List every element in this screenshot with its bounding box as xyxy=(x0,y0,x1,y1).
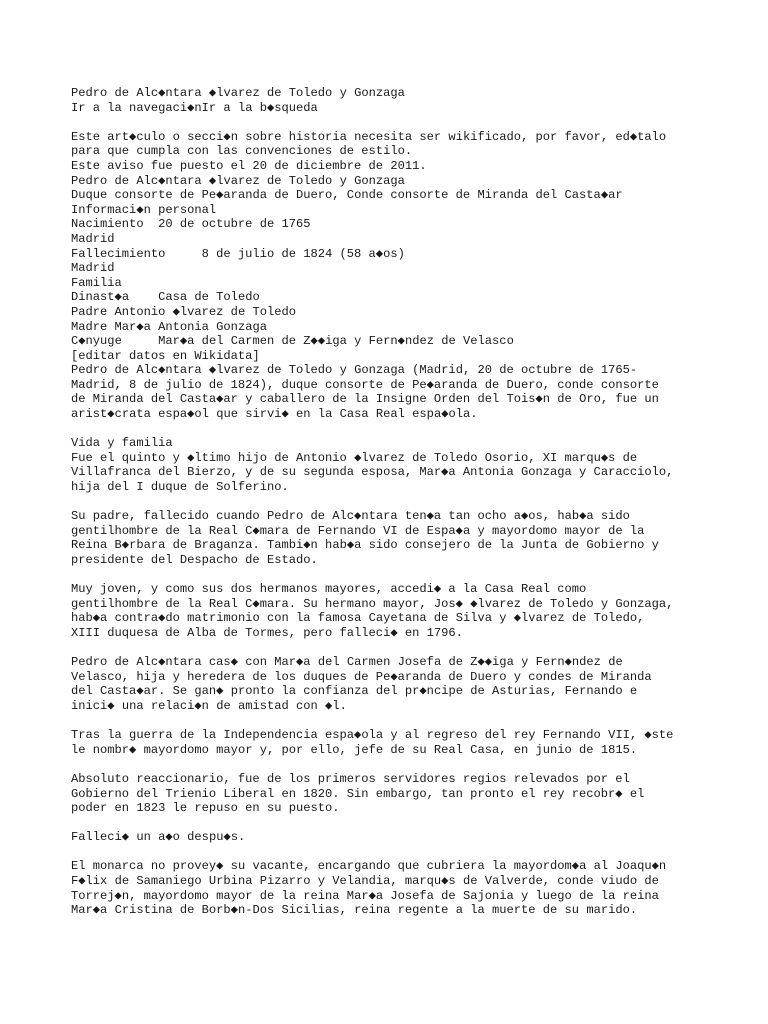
text-line: Familia xyxy=(71,275,122,290)
text-line: Dinast◆a Casa de Toledo xyxy=(71,290,260,305)
text-line: de Miranda del Casta◆ar y caballero de la Insigne Orden del Tois◆n de Oro, fue un xyxy=(71,392,659,407)
text-line: Madrid, 8 de julio de 1824), duque consorte de Pe◆aranda de Duero, conde consorte xyxy=(71,377,659,392)
blank-line xyxy=(71,714,761,729)
text-line: C◆nyuge Mar◆a del Carmen de Z◆◆iga y Fern◆ndez de Velasco xyxy=(71,334,514,349)
blank-line xyxy=(71,641,761,656)
blank-line xyxy=(71,816,761,831)
text-line: [editar datos en Wikidata] xyxy=(71,348,260,363)
text-line: poder en 1823 le repuso en su puesto. xyxy=(71,801,340,816)
text-line: F◆lix de Samaniego Urbina Pizarro y Velandia, marqu◆s de Valverde, conde viudo de xyxy=(71,874,659,889)
text-line: Velasco, hija y heredera de los duques de Pe◆aranda de Duero y condes de Miranda xyxy=(71,669,652,684)
text-line: Madrid xyxy=(71,231,115,246)
text-line: Reina B◆rbara de Braganza. Tambi◆n hab◆a sido consejero de la Junta de Gobierno y xyxy=(71,538,659,553)
blank-line xyxy=(71,568,761,583)
text-line: Vida y familia xyxy=(71,436,173,451)
document-text-body xyxy=(71,86,761,918)
text-line: Madrid xyxy=(71,261,115,276)
text-line: Pedro de Alc◆ntara ◆lvarez de Toledo y Gonzaga (Madrid, 20 de octubre de 1765- xyxy=(71,363,638,378)
text-line: Pedro de Alc◆ntara ◆lvarez de Toledo y Gonzaga xyxy=(71,173,405,188)
text-line: Pedro de Alc◆ntara ◆lvarez de Toledo y Gonzaga xyxy=(71,86,405,100)
text-line: Padre Antonio ◆lvarez de Toledo xyxy=(71,304,297,319)
text-line: Informaci◆n personal xyxy=(71,202,217,217)
text-line: Torrej◆n, mayordomo mayor de la reina Mar◆a Josefa de Sajonia y luego de la reina xyxy=(71,888,659,903)
text-line: Mar◆a Cristina de Borb◆n-Dos Sicilias, reina regente a la muerte de su marido. xyxy=(71,903,638,918)
text-line: Muy joven, y como sus dos hermanos mayores, accedi◆ a la Casa Real como xyxy=(71,582,587,597)
text-line: Su padre, fallecido cuando Pedro de Alc◆ntara ten◆a tan ocho a◆os, hab◆a sido xyxy=(71,509,630,524)
text-line: presidente del Despacho de Estado. xyxy=(71,553,318,567)
text-line: Este art◆culo o secci◆n sobre historia necesita ser wikificado, por favor, ed◆talo xyxy=(71,129,667,144)
text-line: Fue el quinto y ◆ltimo hijo de Antonio ◆lvarez de Toledo Osorio, XI marqu◆s de xyxy=(71,450,638,465)
text-line: Este aviso fue puesto el 20 de diciembre de 2011. xyxy=(71,158,427,173)
text-line: le nombr◆ mayordomo mayor y, por ello, jefe de su Real Casa, en junio de 1815. xyxy=(71,742,638,757)
text-line: Nacimiento 20 de octubre de 1765 xyxy=(71,217,311,232)
text-line: para que cumpla con las convenciones de estilo. xyxy=(71,144,413,159)
blank-line xyxy=(71,495,761,510)
text-line: Villafranca del Bierzo, y de su segunda esposa, Mar◆a Antonia Gonzaga y Caracciolo, xyxy=(71,465,674,480)
text-line: Falleci◆ un a◆o despu◆s. xyxy=(71,830,246,845)
text-line: Absoluto reaccionario, fue de los primeros servidores regios relevados por el xyxy=(71,771,630,786)
text-line: Ir a la navegaci◆nIr a la b◆squeda xyxy=(71,100,318,115)
text-line: hab◆a contra◆do matrimonio con la famosa Cayetana de Silva y ◆lvarez de Toledo, xyxy=(71,611,645,626)
text-line: Pedro de Alc◆ntara cas◆ con Mar◆a del Carmen Josefa de Z◆◆iga y Fern◆ndez de xyxy=(71,655,623,670)
text-line: El monarca no provey◆ su vacante, encargando que cubriera la mayordom◆a al Joaqu◆n xyxy=(71,859,667,874)
text-line: gentilhombre de la Real C◆mara. Su hermano mayor, Jos◆ ◆lvarez de Toledo y Gonzaga, xyxy=(71,596,674,611)
text-line: gentilhombre de la Real C◆mara de Fernando VI de Espa◆a y mayordomo mayor de la xyxy=(71,523,645,538)
text-line: del Casta◆ar. Se gan◆ pronto la confianza del pr◆ncipe de Asturias, Fernando e xyxy=(71,684,638,699)
blank-line xyxy=(71,422,761,437)
text-line: Madre Mar◆a Antonia Gonzaga xyxy=(71,319,267,334)
blank-line xyxy=(71,115,761,130)
text-line: Fallecimiento 8 de julio de 1824 (58 a◆os) xyxy=(71,246,405,261)
text-line: arist◆crata espa◆ol que sirvi◆ en la Casa Real espa◆ola. xyxy=(71,407,478,422)
text-line: inici◆ una relaci◆n de amistad con ◆l. xyxy=(71,698,347,713)
text-line: Duque consorte de Pe◆aranda de Duero, Conde consorte de Miranda del Casta◆ar xyxy=(71,188,623,203)
text-line: Gobierno del Trienio Liberal en 1820. Sin embargo, tan pronto el rey recobr◆ el xyxy=(71,786,645,801)
text-line: XIII duquesa de Alba de Tormes, pero falleci◆ en 1796. xyxy=(71,625,463,640)
blank-line xyxy=(71,845,761,860)
blank-line xyxy=(71,757,761,772)
text-line: hija del I duque de Solferino. xyxy=(71,480,289,495)
text-line: Tras la guerra de la Independencia espa◆ola y al regreso del rey Fernando VII, ◆ste xyxy=(71,728,674,743)
